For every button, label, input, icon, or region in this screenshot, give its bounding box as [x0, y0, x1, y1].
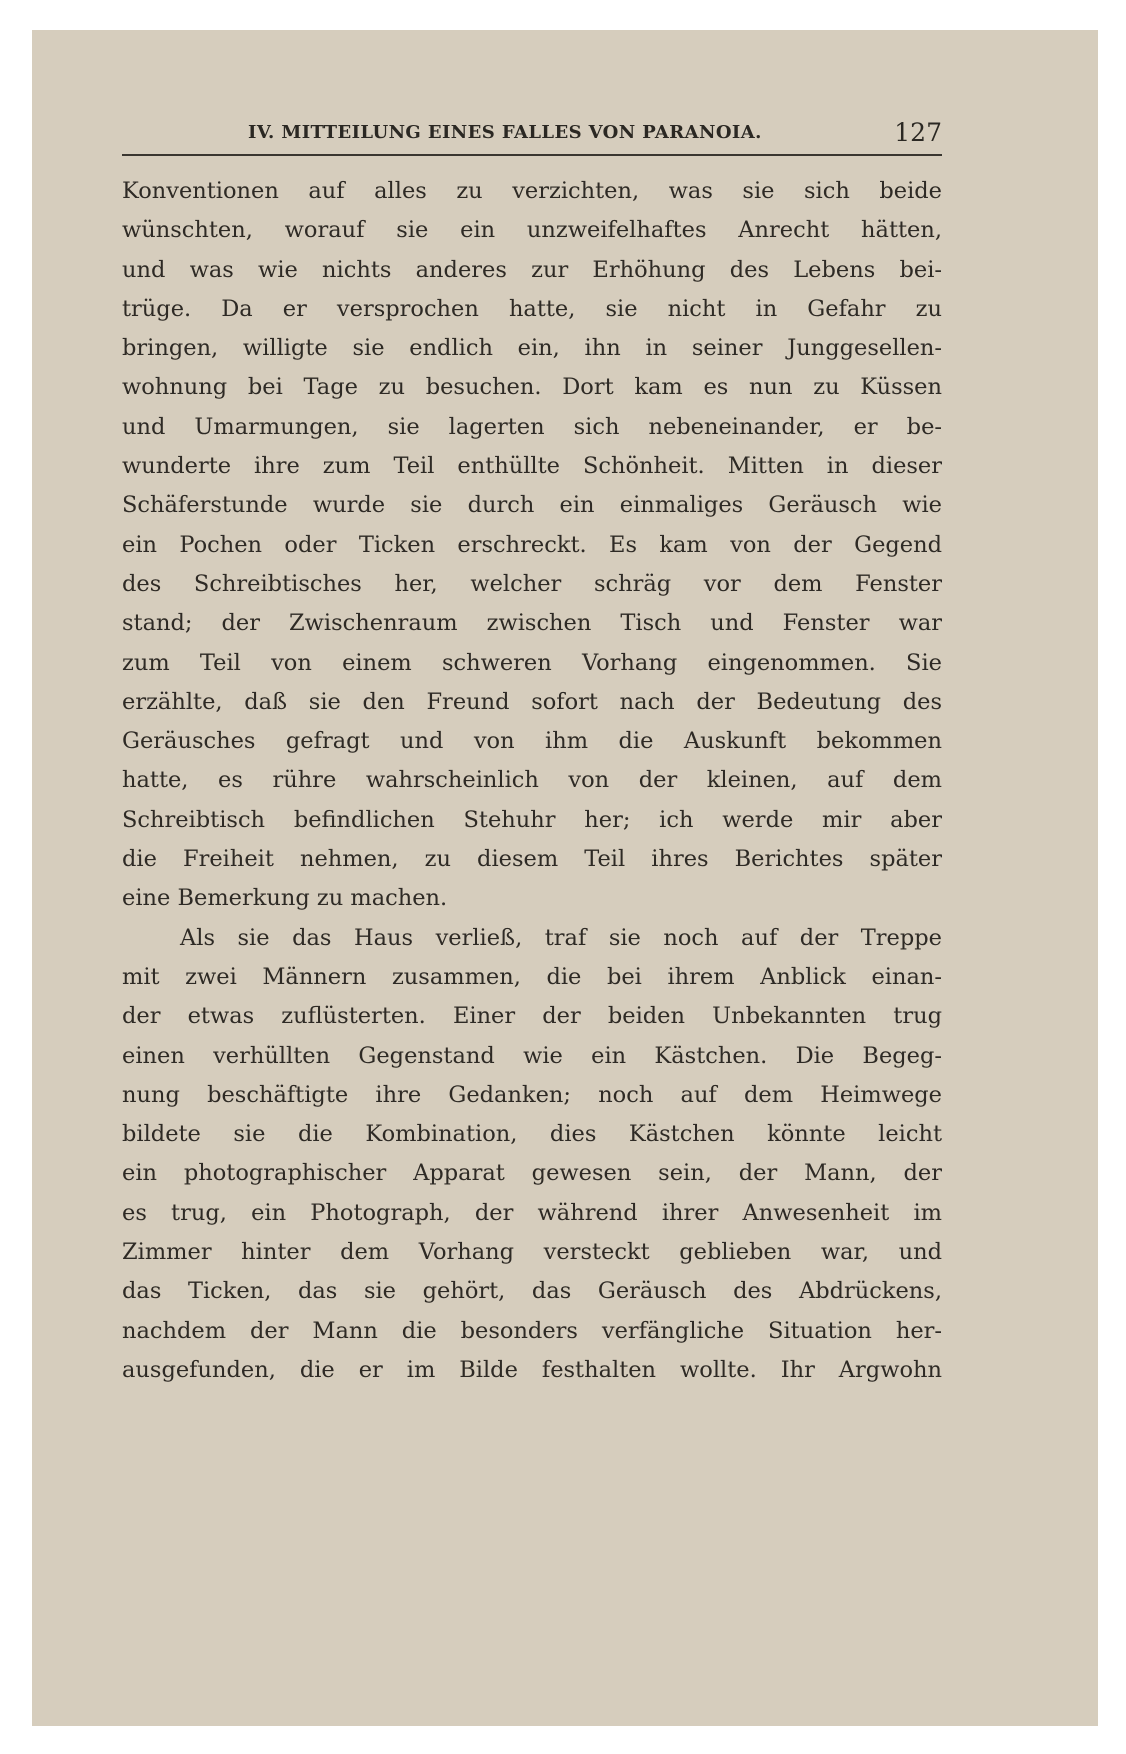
text-line: Konventionen auf alles zu verzichten, was sie sich beide — [122, 178, 942, 204]
text-line: und Umarmungen, sie lagerten sich nebeneinander, er be- — [122, 413, 942, 440]
text-line: einen verhüllten Gegenstand wie ein Kästchen. Die Begeg- — [122, 1042, 942, 1069]
text-line: Schreibtisch befindlichen Stehuhr her; ich werde mir aber — [122, 806, 942, 833]
text-line: stand; der Zwischenraum zwischen Tisch und Fenster war — [122, 610, 942, 637]
text-line: ausgefunden, die er im Bilde festhalten wollte. Ihr Argwohn — [122, 1356, 942, 1383]
text-line: des Schreibtisches her, welcher schräg vor dem Fenster — [122, 570, 942, 597]
text-line: wünschten, worauf sie ein unzweifelhaftes Anrecht hätten, — [122, 217, 942, 244]
text-line: zum Teil von einem schweren Vorhang eingenommen. Sie — [122, 649, 942, 676]
text-line: bildete sie die Kombination, dies Kästchen könnte leicht — [122, 1121, 942, 1148]
text-line: die Freiheit nehmen, zu diesem Teil ihres Berichtes später — [122, 846, 942, 873]
text-line: das Ticken, das sie gehört, das Geräusch des Abdrückens, — [122, 1278, 942, 1305]
text-line: erzählte, daß sie den Freund sofort nach der Bedeutung des — [122, 688, 942, 715]
text-line: ein photographischer Apparat gewesen sein, der Mann, der — [122, 1160, 942, 1187]
text-line: und was wie nichts anderes zur Erhöhung des Lebens bei- — [122, 256, 942, 283]
text-line: hatte, es rühre wahrscheinlich von der kleinen, auf dem — [122, 767, 942, 794]
text-line: trüge. Da er versprochen hatte, sie nicht in Gefahr zu — [122, 295, 942, 322]
running-header — [122, 118, 942, 156]
text-line: Zimmer hinter dem Vorhang versteckt geblieben war, und — [122, 1239, 942, 1266]
text-line: nachdem der Mann die besonders verfängliche Situation her- — [122, 1317, 942, 1344]
header-title: IV. MITTEILUNG EINES FALLES VON PARANOIA. — [248, 122, 762, 143]
body-text — [122, 172, 942, 1390]
text-line: Schäferstunde wurde sie durch ein einmaliges Geräusch wie — [122, 492, 942, 519]
text-line: wunderte ihre zum Teil enthüllte Schönheit. Mitten in dieser — [122, 453, 942, 480]
text-line: mit zwei Männern zusammen, die bei ihrem Anblick einan- — [122, 963, 942, 990]
text-line: es trug, ein Photograph, der während ihrer Anwesenheit im — [122, 1199, 942, 1226]
text-line: nung beschäftigte ihre Gedanken; noch auf dem Heimwege — [122, 1081, 942, 1108]
text-line: bringen, willigte sie endlich ein, ihn in seiner Junggesellen- — [122, 335, 942, 362]
paragraph-end-line: eine Bemerkung zu machen. — [122, 885, 448, 912]
paragraph-start-line: Als sie das Haus verließ, traf sie noch auf der Treppe — [180, 924, 942, 951]
text-line: ein Pochen oder Ticken erschreckt. Es kam von der Gegend — [122, 531, 942, 558]
text-line: Geräusches gefragt und von ihm die Auskunft bekommen — [122, 728, 942, 755]
text-line: wohnung bei Tage zu besuchen. Dort kam es nun zu Küssen — [122, 374, 942, 401]
page-number: 127 — [894, 118, 942, 147]
text-line: der etwas zuflüsterten. Einer der beiden Unbekannten trug — [122, 1003, 942, 1030]
